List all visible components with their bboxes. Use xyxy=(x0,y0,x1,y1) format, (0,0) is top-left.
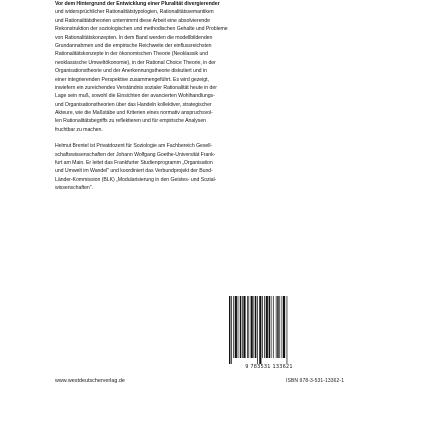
blurb-line: Rationalitätskonzepte in der ökonomischen Theorie (Neoklassik und xyxy=(55,51,208,58)
cover-blurb xyxy=(55,0,391,193)
publisher-website: www.westdeutscherverlag.de xyxy=(55,378,125,384)
author-bio-line: Helmut Brentel ist Privatdozent für Soziologie am Fachbereich Gesell- xyxy=(55,143,213,150)
barcode-bar xyxy=(243,296,245,358)
author-bio-line: wissenschaften". xyxy=(55,185,93,192)
blurb-line: Akteure, wie die Maßstäbe und Kriterien eines normativ anspruchsvol- xyxy=(55,110,213,117)
blurb-line: neoklassische Umweltökonomie), in der Rational Choice Theorie, in der xyxy=(55,59,216,66)
barcode-bar xyxy=(283,296,285,358)
barcode-bar xyxy=(264,296,265,358)
barcode-bar xyxy=(277,296,278,358)
blurb-line: Grundannahmen und die empirische Reichweite der einflussreichsten xyxy=(55,42,212,49)
blurb-line: Lage sein muß, sowohl die Einsichten der avancierten Wohlhandlungs- xyxy=(55,93,215,100)
barcode-bar xyxy=(279,296,280,358)
barcode-bar xyxy=(282,296,283,358)
isbn-number: ISBN 978-3-531-13362-1 xyxy=(286,378,345,384)
barcode-bar xyxy=(229,296,230,364)
barcode-bar xyxy=(273,296,274,358)
barcode-bar xyxy=(271,296,272,358)
barcode-bar xyxy=(235,296,237,358)
barcode-bar xyxy=(262,296,263,358)
blurb-line: und Rationalitätstheorien unternimmt diese Arbeit eine absolvierende xyxy=(55,17,210,24)
barcode-bar xyxy=(251,296,253,358)
author-bio-line: schaftswissenschaften der Johann Wolfgang Goethe-Universität Frank- xyxy=(55,151,216,158)
blurb-line: inwiefern ein zureichendes Verständnis sozialer Rationalität heute in der xyxy=(55,84,217,91)
author-bio-line: furt am Main. Er leitet das Frankfurter Studienprogramm „Organisation xyxy=(55,160,213,167)
blurb-line: von Rationalitätskonzepten. In dem Band werden die modellbildenden xyxy=(55,34,213,41)
blurb-line: Rekonstruktion der soziologischen und methodischen Gehalte und Probleme xyxy=(55,26,228,33)
blurb-line: Organisationstheorie und der Anerkennungstheorie diskutiert und in xyxy=(55,68,207,75)
author-bio-line: Länder-Kommission (BLK) „Modularisierung in den Geistes- und Sozial- xyxy=(55,176,217,183)
blurb-line: len Rationalitätsbegriffs zu reflektieren und für empirische Analysen xyxy=(55,118,207,125)
barcode-bar xyxy=(276,296,277,358)
barcode-bar xyxy=(247,296,248,358)
barcode-bar xyxy=(233,296,234,358)
barcode-bar xyxy=(231,296,232,364)
blurb-line: fruchtbar zu machen. xyxy=(55,126,103,133)
blurb-line: Vor dem Hintergrund der Entwicklung einer Pluralität divergierender xyxy=(55,1,220,7)
barcode-bar xyxy=(257,296,258,364)
blurb-line: und widersprüchlicher Rationalitätstypologien, Rationalitätssemantiken xyxy=(55,9,214,16)
barcode-bar xyxy=(259,296,261,364)
barcode-bar xyxy=(255,296,256,358)
barcode-bar xyxy=(238,296,239,358)
barcode-bar xyxy=(269,296,270,358)
barcode-bar xyxy=(287,296,288,364)
barcode-bar xyxy=(248,296,249,358)
isbn-barcode xyxy=(228,296,308,364)
barcode-bar xyxy=(253,296,254,358)
author-bio-line: und Umwelt im Wandel" und koordiniert das Verbundprojekt der Bund- xyxy=(55,168,213,175)
barcode-bar xyxy=(242,296,243,358)
barcode-bar xyxy=(240,296,241,358)
barcode-digits: 9 783531 133621 xyxy=(245,364,293,370)
blurb-line: einer integrierenden Perspektive zusammengeführt. Es wird gezeigt, xyxy=(55,76,209,83)
barcode-bar xyxy=(266,296,268,358)
blurb-line: und Organisationstheorien über das Handeln kollektiver, strategischer xyxy=(55,101,212,108)
